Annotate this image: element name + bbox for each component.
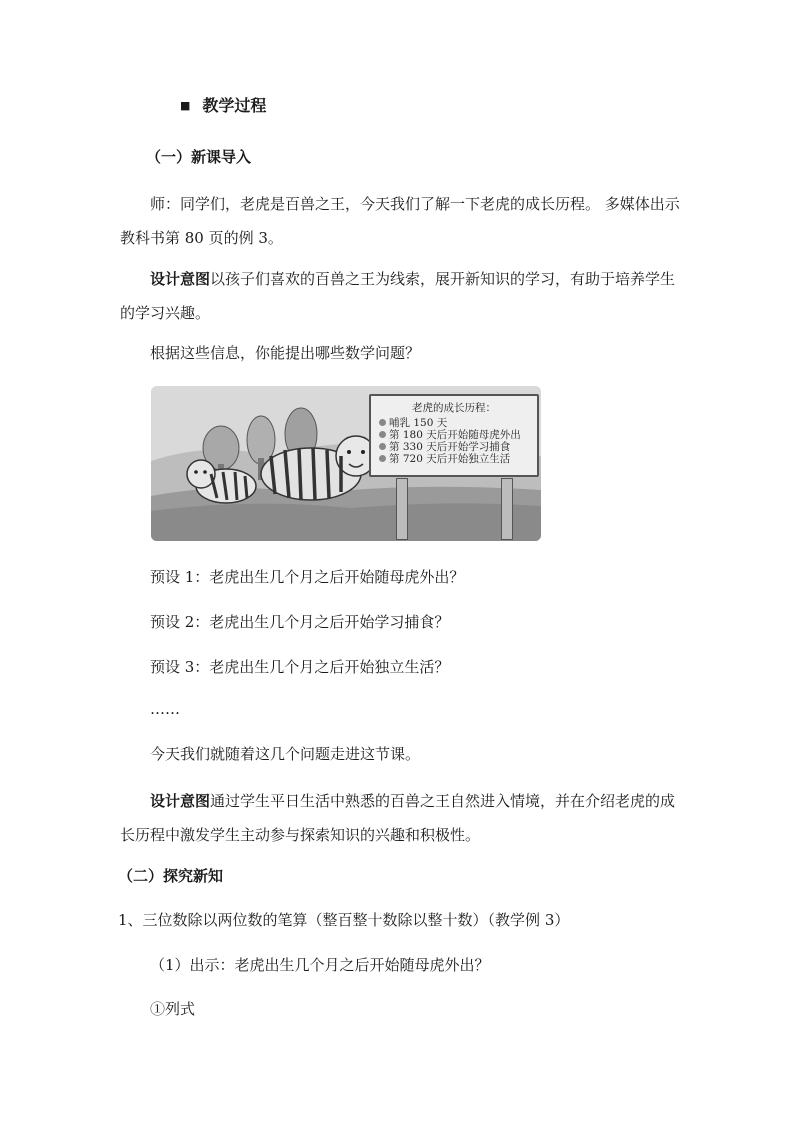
design-intent-text: 通过学生平日生活中熟悉的百兽之王自然进入情境，并在介绍老虎的成长历程中激发学生主动参与探索知识的兴趣和积极性。 [120, 792, 676, 844]
part1-heading: （一）新课导入 [146, 148, 252, 166]
sign-item: 第 180 天后开始随母虎外出 [371, 429, 537, 441]
preset-3: 预设 3：老虎出生几个月之后开始独立生活？ [150, 658, 450, 676]
sub-item-2: ①列式 [150, 1000, 196, 1018]
today-text: 今天我们就随着这几个问题走进这节课。 [150, 745, 421, 763]
section-title: 教学过程 [202, 96, 267, 115]
sign-post-left [396, 478, 408, 540]
question-text: 根据这些信息，你能提出哪些数学问题？ [150, 344, 421, 362]
growth-sign [369, 394, 539, 477]
bullet-dot-icon [379, 455, 386, 462]
bullet-dot-icon [379, 443, 386, 450]
intro-paragraph: 师：同学们，老虎是百兽之王，今天我们了解一下老虎的成长历程。 多媒体出示教科书第 80 页的例 3。 [120, 195, 680, 247]
preset-2: 预设 2：老虎出生几个月之后开始学习捕食？ [150, 613, 450, 631]
tiger-illustration [151, 386, 541, 541]
ellipsis: …… [150, 700, 180, 718]
design-intent-paragraph-1 [120, 262, 680, 330]
section-heading [180, 95, 266, 117]
square-bullet-icon: ■ [180, 99, 191, 112]
bullet-dot-icon [379, 431, 386, 438]
sign-item: 第 720 天后开始独立生活 [371, 453, 537, 465]
sign-item: 哺乳 150 天 [371, 417, 537, 429]
design-intent-paragraph-2 [120, 784, 680, 852]
design-intent-label: 设计意图 [150, 270, 211, 288]
sign-item: 第 330 天后开始学习捕食 [371, 441, 537, 453]
design-intent-text: 以孩子们喜欢的百兽之王为线索，展开新知识的学习，有助于培养学生的学习兴趣。 [120, 270, 676, 322]
sub-item-1: （1）出示：老虎出生几个月之后开始随母虎外出？ [150, 956, 490, 974]
bullet-dot-icon [379, 419, 386, 426]
design-intent-label: 设计意图 [150, 792, 211, 810]
sign-post-right [501, 478, 513, 540]
item-1: 1、三位数除以两位数的笔算（整百整十数除以整十数）（教学例 3） [118, 911, 570, 929]
part2-heading: （二）探究新知 [118, 867, 224, 885]
preset-1: 预设 1：老虎出生几个月之后开始随母虎外出？ [150, 568, 465, 586]
sign-title: 老虎的成长历程： [412, 402, 496, 414]
